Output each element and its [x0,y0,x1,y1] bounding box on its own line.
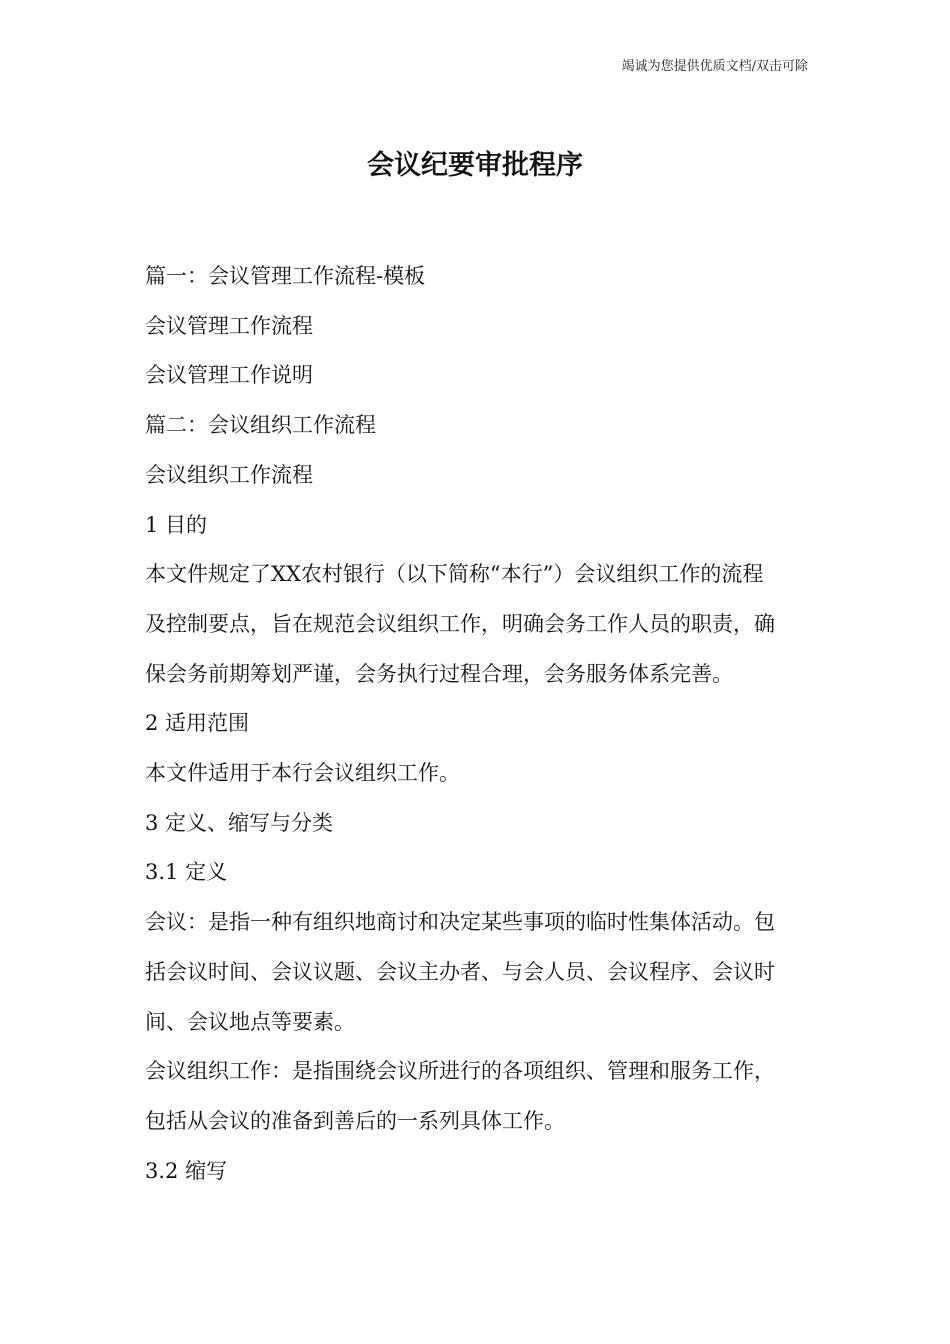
line-definitions-heading: 3 定义、缩写与分类 [145,810,334,835]
line-meeting-management-flow: 会议管理工作流程 [145,313,313,338]
line-organization-definition-1: 会议组织工作：是指围绕会议所进行的各项组织、管理和服务工作， [145,1059,775,1084]
line-abbreviation-subheading: 3.2 缩写 [145,1158,228,1183]
line-purpose-text-3: 保会务前期筹划严谨，会务执行过程合理，会务服务体系完善。 [145,661,733,686]
line-section-2-heading: 篇二：会议组织工作流程 [145,413,376,438]
line-scope-text: 本文件适用于本行会议组织工作。 [145,761,460,786]
document-title: 会议纪要审批程序 [367,150,583,181]
line-scope-heading: 2 适用范围 [145,711,250,736]
line-meeting-definition-2: 括会议时间、会议议题、会议主办者、与会人员、会议程序、会议时 [145,959,775,984]
header-note: 竭诚为您提供优质文档/双击可除 [621,59,808,74]
line-meeting-definition-3: 间、会议地点等要素。 [145,1009,355,1034]
line-meeting-management-notes: 会议管理工作说明 [145,363,313,388]
line-definition-subheading: 3.1 定义 [145,860,228,885]
line-purpose-heading: 1 目的 [145,512,208,537]
line-purpose-text-1: 本文件规定了XX农村银行（以下简称“本行”）会议组织工作的流程 [145,562,764,587]
line-purpose-text-2: 及控制要点，旨在规范会议组织工作，明确会务工作人员的职责，确 [145,611,775,636]
document-body [145,252,817,1196]
line-section-1-heading: 篇一：会议管理工作流程-模板 [145,264,426,288]
line-meeting-organization-flow: 会议组织工作流程 [145,462,313,487]
line-organization-definition-2: 包括从会议的准备到善后的一系列具体工作。 [145,1108,565,1133]
line-meeting-definition-1: 会议：是指一种有组织地商讨和决定某些事项的临时性集体活动。包 [145,910,775,935]
